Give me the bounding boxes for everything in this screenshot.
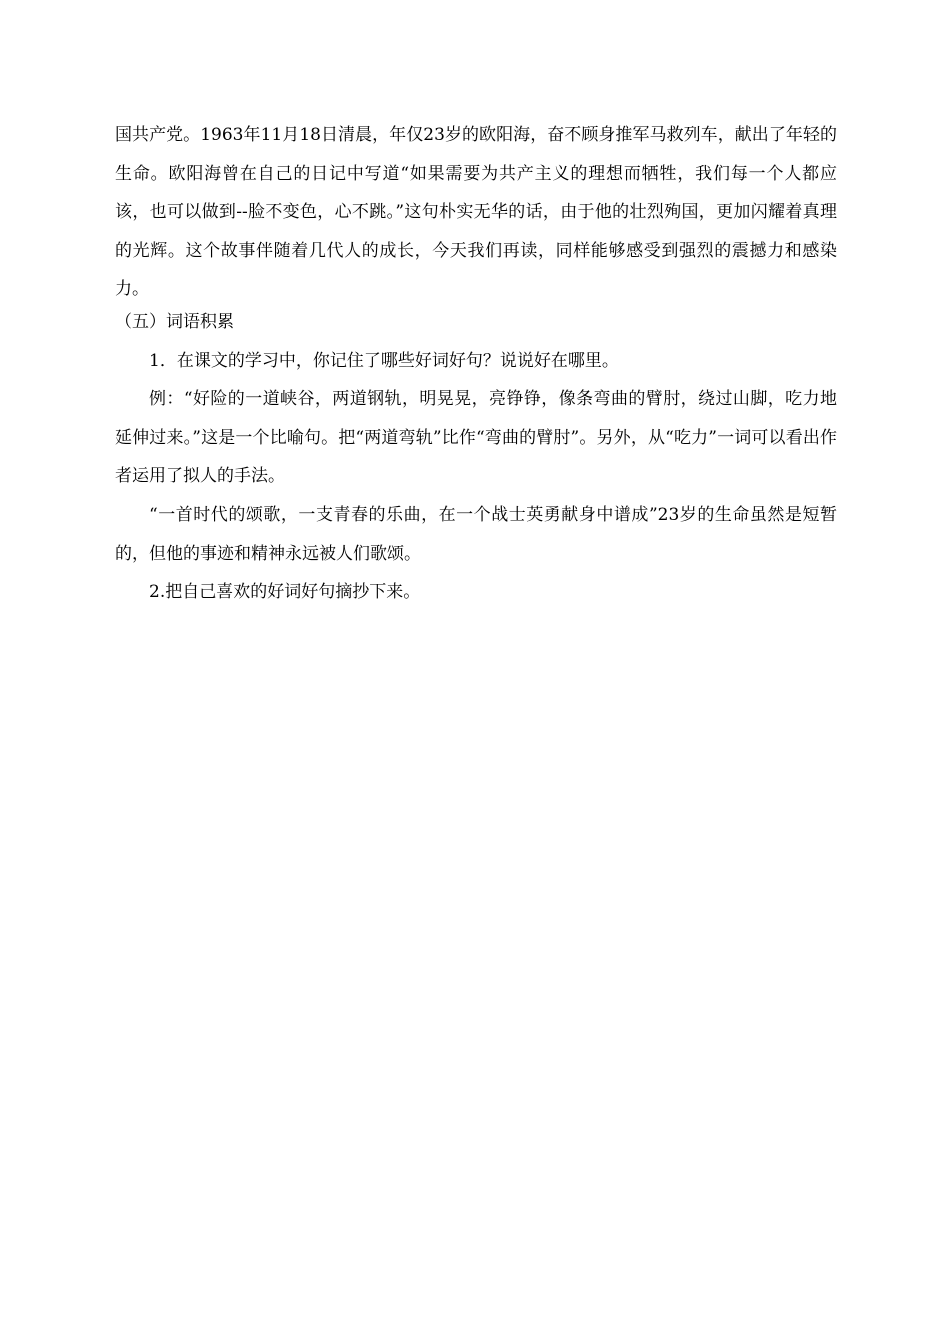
section-heading: （五）词语积累 <box>115 312 234 332</box>
quote-paragraph: “一首时代的颂歌，一支青春的乐曲，在一个战士英勇献身中谱成”23岁的生命虽然是短暂的，但他的事迹和精神永远被人们歌颂。 <box>115 504 837 564</box>
intro-paragraph: 国共产党。1963年11月18日清晨，年仅23岁的欧阳海，奋不顾身推军马救列车，献出了年轻的生命。欧阳海曾在自己的日记中写道“如果需要为共产主义的理想而牺牲，我们每一个人都应该，也可以做到--脸不变色，心不跳。”这句朴实无华的话，由于他的壮烈殉国，更加闪耀着真理的光辉。这个故事伴随着几代人的成长，今天我们再读，同样能够感受到强烈的震撼力和感染力。 <box>115 125 837 300</box>
story-text-block <box>115 116 837 309</box>
question-1: 1．在课文的学习中，你记住了哪些好词好句？说说好在哪里。 <box>149 350 619 371</box>
vocabulary-section <box>115 303 837 612</box>
question-2: 2.把自己喜欢的好词好句摘抄下来。 <box>149 582 421 603</box>
example-paragraph: 例：“好险的一道峡谷，两道钢轨，明晃晃，亮铮铮，像条弯曲的臂肘，绕过山脚，吃力地延伸过来。”这是一个比喻句。把“两道弯轨”比作“弯曲的臂肘”。另外，从“吃力”一词可以看出作者运用了拟人的手法。 <box>115 389 837 487</box>
